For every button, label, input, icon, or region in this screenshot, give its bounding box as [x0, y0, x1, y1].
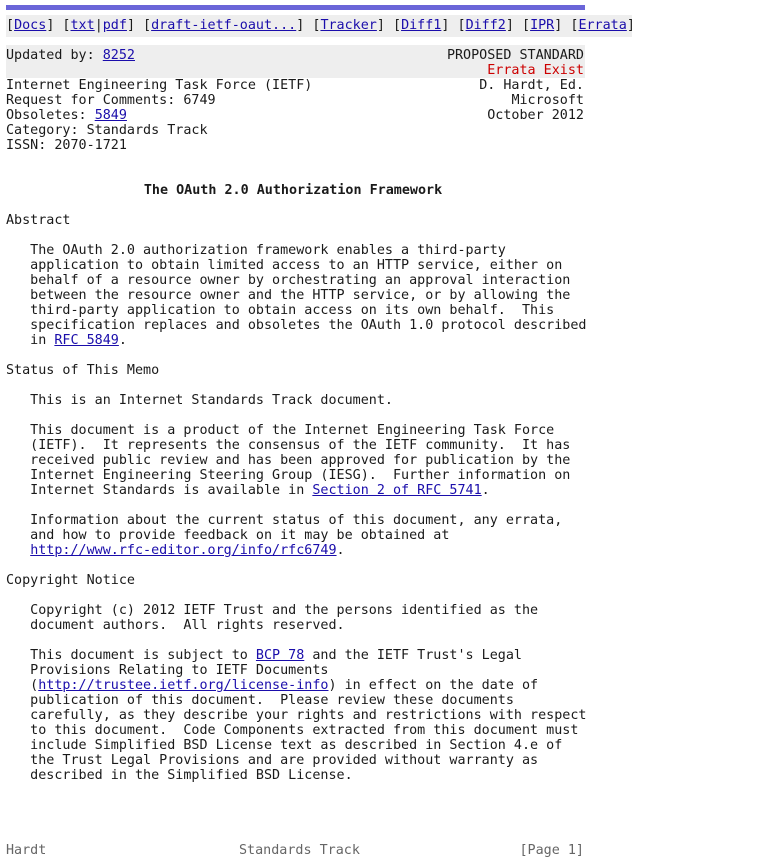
bcp78-link[interactable]: BCP 78 — [255, 648, 305, 663]
status-line: Internet Engineering Steering Group (IESG). Further information on — [6, 468, 571, 483]
rfc5849-link[interactable]: RFC 5849 — [54, 333, 119, 348]
status-paragraph-1: This is an Internet Standards Track document. — [6, 393, 393, 408]
copyright-line: publication of this document. Please review these documents — [6, 693, 514, 708]
footer-author: Hardt — [6, 843, 47, 858]
abstract-paragraph — [6, 243, 586, 348]
header-category: Category: Standards Track — [6, 123, 208, 138]
abstract-heading: Abstract — [6, 213, 71, 228]
abstract-line: application to obtain limited access to an HTTP service, either on — [6, 258, 563, 273]
copyright-paragraph-2 — [6, 648, 586, 783]
nav-ipr-link[interactable]: IPR — [530, 18, 555, 33]
copyright-line: carefully, as they describe your rights and restrictions with respect — [6, 708, 587, 723]
copyright-line-suffix: ) in effect on the date of — [328, 678, 539, 693]
header-org: Internet Engineering Task Force (IETF) — [6, 78, 313, 93]
status-line: (IETF). It represents the consensus of the IETF community. It has — [6, 438, 571, 453]
footer-track: Standards Track — [239, 843, 360, 858]
rfc5741-section-link[interactable]: Section 2 of RFC 5741 — [312, 483, 482, 498]
nav-tracker-link[interactable]: Tracker — [320, 18, 377, 33]
obsoletes-label: Obsoletes: — [6, 108, 95, 123]
copyright-line: document authors. All rights reserved. — [6, 618, 345, 633]
status-line: Information about the current status of this document, any errata, — [6, 513, 563, 528]
status-line-suffix: . — [336, 543, 345, 558]
copyright-heading: Copyright Notice — [6, 573, 135, 588]
status-line — [6, 543, 562, 558]
errata-notice: Errata Exist — [487, 63, 584, 78]
status-paragraph-2 — [6, 423, 570, 498]
status-heading: Status of This Memo — [6, 363, 160, 378]
header-affiliation: Microsoft — [511, 93, 584, 108]
status-line: This document is a product of the Internet Engineering Task Force — [6, 423, 555, 438]
header-author: D. Hardt, Ed. — [479, 78, 584, 93]
abstract-line: between the resource owner and the HTTP service, or by allowing the — [6, 288, 571, 303]
nav-docs-link[interactable]: Docs — [14, 18, 47, 33]
updated-by-label: Updated by: — [6, 48, 103, 63]
status-line-suffix: . — [481, 483, 490, 498]
nav-diff1-link[interactable]: Diff1 — [401, 18, 442, 33]
copyright-line: Copyright (c) 2012 IETF Trust and the persons identified as the — [6, 603, 539, 618]
nav-txt-link[interactable]: txt — [70, 18, 95, 33]
updated-by-link[interactable]: 8252 — [102, 48, 135, 63]
nav-errata-link[interactable]: Errata — [578, 18, 627, 33]
document-status: PROPOSED STANDARD — [446, 48, 584, 63]
status-line-prefix: Internet Standards is available in — [6, 483, 313, 498]
copyright-line: Provisions Relating to IETF Documents — [6, 663, 329, 678]
abstract-line: specification replaces and obsoletes the OAuth 1.0 protocol described — [6, 318, 587, 333]
status-paragraph-3 — [6, 513, 562, 558]
abstract-last-suffix: . — [118, 333, 127, 348]
abstract-last-prefix: in — [6, 333, 55, 348]
abstract-line: behalf of a resource owner by orchestrating an approval interaction — [6, 273, 571, 288]
status-line: and how to provide feedback on it may be obtained at — [6, 528, 450, 543]
abstract-line: The OAuth 2.0 authorization framework enables a third-party — [6, 243, 506, 258]
footer-page-number: [Page 1] — [519, 843, 584, 858]
status-line: received public review and has been approved for publication by the — [6, 453, 571, 468]
trustee-license-link[interactable]: http://trustee.ietf.org/license-info — [38, 678, 329, 693]
top-accent-bar — [6, 5, 585, 10]
doc-nav: [Docs] [txt|pdf] [draft-ietf-oaut...] [Tracker] [Diff1] [Diff2] [IPR] [Errata] — [6, 18, 635, 33]
copyright-line: the Trust Legal Provisions and are provided without warranty as — [6, 753, 539, 768]
copyright-paragraph-1 — [6, 603, 538, 633]
copyright-line: described in the Simplified BSD License. — [6, 768, 353, 783]
header-rfc-number: Request for Comments: 6749 — [6, 93, 216, 108]
document-title: The OAuth 2.0 Authorization Framework — [143, 183, 443, 198]
copyright-line — [6, 678, 586, 693]
rfc-editor-info-link[interactable]: http://www.rfc-editor.org/info/rfc6749 — [30, 543, 337, 558]
abstract-line — [6, 333, 586, 348]
copyright-line — [6, 648, 586, 663]
header-issn: ISSN: 2070-1721 — [6, 138, 127, 153]
nav-diff2-link[interactable]: Diff2 — [465, 18, 506, 33]
copyright-line: to this document. Code Components extracted from this document must — [6, 723, 579, 738]
copyright-line-prefix: This document is subject to — [6, 648, 256, 663]
copyright-line: include Simplified BSD License text as described in Section 4.e of — [6, 738, 563, 753]
abstract-line: third-party application to obtain access on its own behalf. This — [6, 303, 555, 318]
nav-draft-link[interactable]: draft-ietf-oaut... — [151, 18, 297, 33]
header-date: October 2012 — [487, 108, 584, 123]
status-line — [6, 483, 570, 498]
nav-pdf-link[interactable]: pdf — [102, 18, 127, 33]
copyright-line-suffix: and the IETF Trust's Legal — [304, 648, 522, 663]
obsoletes-link[interactable]: 5849 — [94, 108, 127, 123]
copyright-line-prefix: ( — [6, 678, 39, 693]
